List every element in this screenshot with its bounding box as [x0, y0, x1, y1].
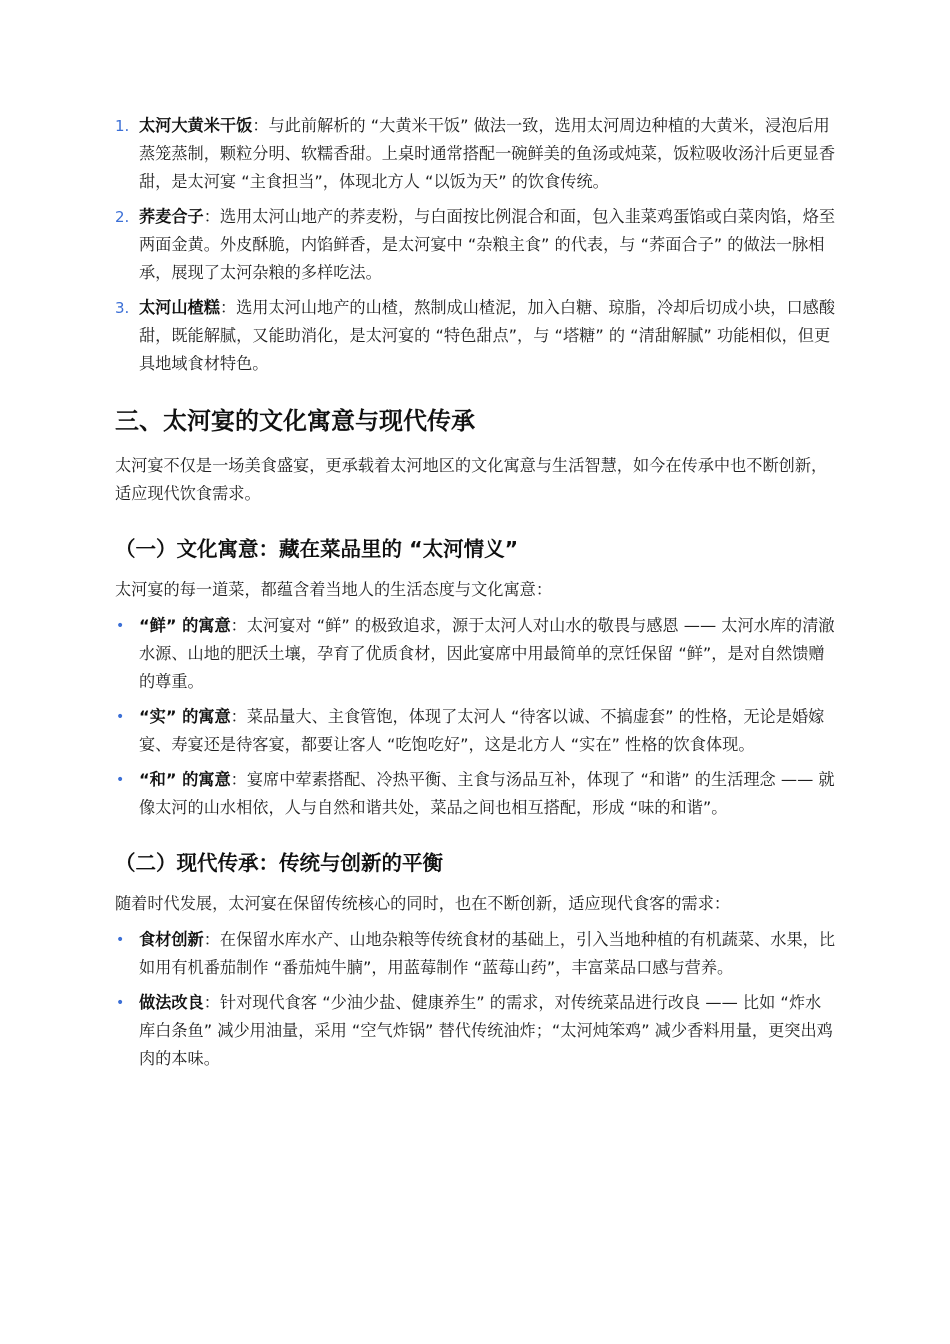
list-item	[115, 989, 837, 1073]
item-text: ：菜品量大、主食管饱，体现了太河人 “待客以诚、不搞虚套” 的性格，无论是婚嫁宴、寿宴还是待客宴，都要让客人 “吃饱吃好”，这是北方人 “实在” 性格的饮食体现。	[139, 707, 825, 754]
bullet-icon: •	[116, 772, 125, 788]
item-term: “鲜” 的寓意	[139, 616, 231, 635]
list-item	[115, 112, 837, 196]
bullet-list	[115, 612, 837, 822]
item-text: ：针对现代食客 “少油少盐、健康养生” 的需求，对传统菜品进行改良 —— 比如 “炸水库白条鱼” 减少用油量，采用 “空气炸锅” 替代传统油炸；“太河炖笨鸡” 减少香料用量，更突出鸡肉的本味。	[139, 993, 833, 1068]
bullet-icon: •	[116, 618, 125, 634]
item-text: ：选用太河山地产的荞麦粉，与白面按比例混合和面，包入韭菜鸡蛋馅或白菜肉馅，烙至两面金黄。外皮酥脆，内馅鲜香，是太河宴中 “杂粮主食” 的代表，与 “荞面合子” 的做法一脉相承，展现了太河杂粮的多样吃法。	[139, 207, 836, 282]
item-text: ：太河宴对 “鲜” 的极致追求，源于太河人对山水的敬畏与感恩 —— 太河水库的清澈水源、山地的肥沃土壤，孕育了优质食材，因此宴席中用最简单的烹饪保留 “鲜”，是对自然馈赠的尊重。	[139, 616, 835, 691]
bullet-icon: •	[116, 995, 125, 1011]
section-heading: 三、太河宴的文化寓意与现代传承	[115, 407, 475, 435]
list-item	[115, 926, 837, 982]
item-term: 荞麦合子	[139, 207, 204, 226]
bullet-list	[115, 926, 837, 1073]
list-item	[115, 703, 837, 759]
subsection-heading-modern-inheritance: （二）现代传承：传统与创新的平衡	[115, 851, 443, 875]
item-text: ：宴席中荤素搭配、冷热平衡、主食与汤品互补，体现了 “和谐” 的生活理念 —— 就像太河的山水相依，人与自然和谐共处，菜品之间也相互搭配，形成 “味的和谐”。	[139, 770, 835, 817]
document-page	[115, 112, 837, 1080]
item-text: ：与此前解析的 “大黄米干饭” 做法一致，选用太河周边种植的大黄米，浸泡后用蒸笼蒸制，颗粒分明、软糯香甜。上桌时通常搭配一碗鲜美的鱼汤或炖菜，饭粒吸收汤汁后更显香甜，是太河宴 “主食担当”，体现北方人 “以饭为天” 的饮食传统。	[139, 116, 836, 191]
item-text: ：在保留水库水产、山地杂粮等传统食材的基础上，引入当地种植的有机蔬菜、水果，比如用有机番茄制作 “番茄炖牛腩”，用蓝莓制作 “蓝莓山药”，丰富菜品口感与营养。	[139, 930, 836, 977]
subsection-intro: 随着时代发展，太河宴在保留传统核心的同时，也在不断创新，适应现代食客的需求：	[115, 894, 731, 913]
item-term: “和” 的寓意	[139, 770, 231, 789]
item-term: “实” 的寓意	[139, 707, 231, 726]
item-term: 做法改良	[139, 993, 204, 1012]
item-term: 太河山楂糕	[139, 298, 220, 317]
bullet-icon: •	[116, 932, 125, 948]
subsection-heading-cultural-meaning: （一）文化寓意：藏在菜品里的 “太河情义”	[115, 537, 519, 561]
item-text: ：选用太河山地产的山楂，熬制成山楂泥，加入白糖、琼脂，冷却后切成小块，口感酸甜，既能解腻，又能助消化，是太河宴的 “特色甜点”，与 “塔糖” 的 “清甜解腻” 功能相似，但更具地域食材特色。	[139, 298, 836, 373]
list-number: 1.	[115, 117, 130, 135]
list-number: 2.	[115, 208, 130, 226]
section-intro: 太河宴不仅是一场美食盛宴，更承载着太河地区的文化寓意与生活智慧，如今在传承中也不断创新，适应现代饮食需求。	[115, 456, 828, 503]
list-item	[115, 294, 837, 378]
item-term: 食材创新	[139, 930, 204, 949]
list-item	[115, 612, 837, 696]
list-item	[115, 203, 837, 287]
numbered-list	[115, 112, 837, 378]
list-item	[115, 766, 837, 822]
bullet-icon: •	[116, 709, 125, 725]
item-term: 太河大黄米干饭	[139, 116, 253, 135]
subsection-intro: 太河宴的每一道菜，都蕴含着当地人的生活态度与文化寓意：	[115, 580, 553, 599]
list-number: 3.	[115, 299, 130, 317]
